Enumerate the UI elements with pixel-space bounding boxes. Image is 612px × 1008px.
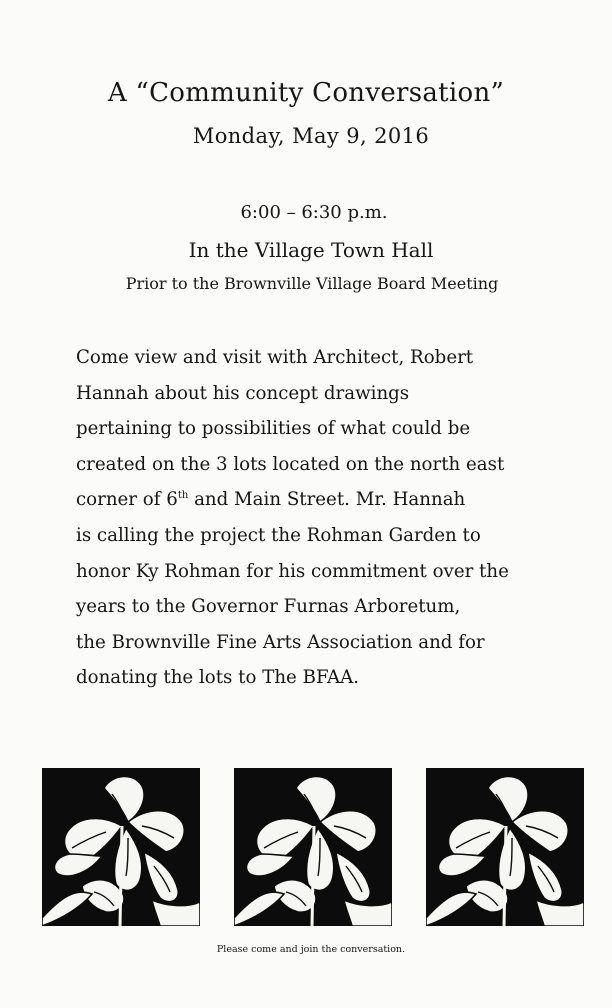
iris-flower-icon [426, 768, 584, 926]
description-line: donating the lots to The BFAA. [76, 667, 360, 689]
iris-flower-icon [234, 768, 392, 926]
iris-woodcut-row [0, 768, 612, 928]
description-line: is calling the project the Rohman Garden to [76, 524, 481, 546]
footer-invitation: Please come and join the conversation. [216, 944, 406, 955]
event-title: A “Community Conversation” [107, 78, 505, 108]
iris-woodcut-image [42, 768, 200, 926]
event-description [76, 340, 596, 696]
description-line: created on the 3 lots located on the north east [76, 453, 505, 475]
iris-flower-icon [42, 768, 200, 926]
event-note: Prior to the Brownville Village Board Meeting [125, 274, 499, 293]
iris-woodcut-image [426, 768, 584, 926]
description-text: and Main Street. Mr. Hannah [188, 489, 466, 511]
event-date: Monday, May 9, 2016 [192, 124, 430, 148]
description-line: Come view and visit with Architect, Robert [76, 347, 474, 368]
event-venue: In the Village Town Hall [188, 238, 434, 262]
description-line [76, 482, 596, 518]
description-line: years to the Governor Furnas Arboretum, [76, 596, 461, 618]
description-line: honor Ky Rohman for his commitment over the [76, 560, 509, 582]
description-line: pertaining to possibilities of what could be [76, 418, 471, 440]
description-line: Hannah about his concept drawings [76, 382, 410, 404]
event-time: 6:00 – 6:30 p.m. [240, 202, 388, 223]
ordinal-suffix: th [177, 490, 189, 502]
description-text: corner of 6 [76, 489, 178, 511]
iris-woodcut-image [234, 768, 392, 926]
description-line: the Brownville Fine Arts Association and for [76, 631, 485, 653]
